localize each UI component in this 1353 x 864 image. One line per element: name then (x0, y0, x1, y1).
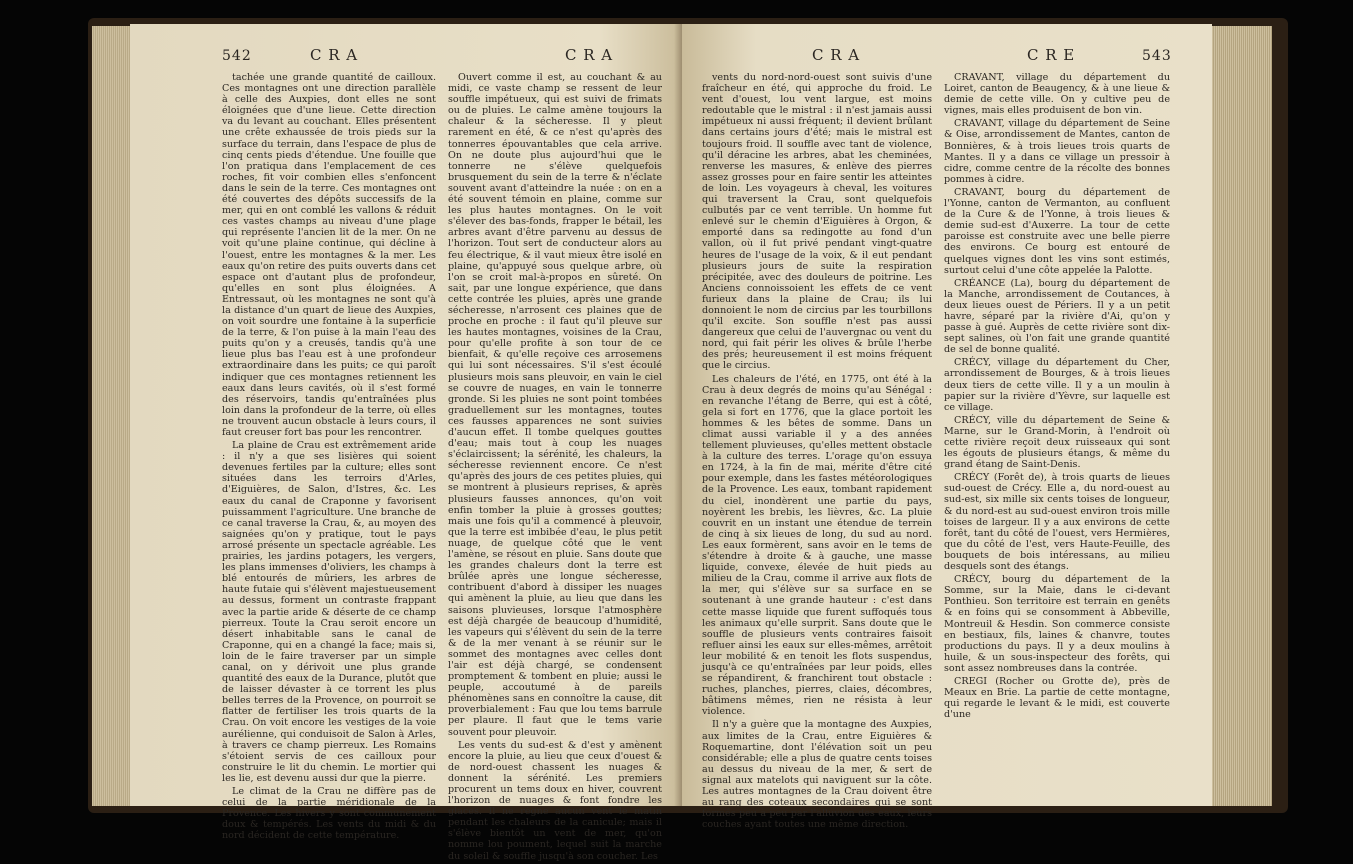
dictionary-entry: CRÉCY, bourg du département de la Somme, sur la Maie, dans le ci-devant Ponthieu. Son territoire est terrain en genêts & en foins qui se consomment à Abbeville, Montreuil & Hesdin. Son commerce consiste en bestiaux, fils, laines & chanvre, toutes productions du pays. Il y a deux moulins à huile, & un sous-inspecteur des forêts, qui sont assez nombreuses dans la contrée. (944, 574, 1170, 674)
dictionary-entry: CRAVANT, bourg du département de l'Yonne, canton de Vermanton, au confluent de la Cure & de l'Yonne, à trois lieues & demie sud-est d'Auxerre. La tour de cette paroisse est construite avec une belle pierre des environs. Ce bourg est entouré de quelques vignes dont les vins sont estimés, surtout celui d'une côte appelée la Palotte. (944, 186, 1170, 276)
right-page (682, 24, 1212, 831)
page-number-left: 542 (222, 48, 252, 64)
paragraph: Le climat de la Crau ne diffère pas de celui de la partie méridionale de la Provence. Les hivers y sont communément doux & tempérés. Les vents du midi & du nord décident de cette température. (222, 786, 436, 842)
right-page-edges (1210, 26, 1272, 806)
dictionary-entry: CRAVANT, village du département du Loiret, canton de Beaugency, & à une lieue & demie de cette ville. On y cultive peu de vignes, mais elles produisent de bon vin. (944, 72, 1170, 117)
left-page-column-2 (448, 72, 662, 864)
paragraph: La plaine de Crau est extrêmement aride : il n'y a que ses lisières qui soient devenues fertiles par la culture; elles sont situées dans les terroirs d'Arles, d'Eiguières, de Salon, d'Istres, &c. Les eaux du canal de Craponne y favorisent puissamment l'agriculture. Une branche de ce canal traverse la Crau, &, au moyen des saignées qu'on y pratique, tout le pays arrosé présente un spectacle agréable. Les prairies, les jardins potagers, les vergers, les plans immenses d'oliviers, les champs à blé entourés de mûriers, les arbres de haute futaie qui s'élèvent majestueusement au dessus, forment un contraste frappant avec la partie aride & déserte de ce champ pierreux. Toute la Crau seroit encore un désert inhabitable sans le canal de Craponne, qui en a changé la face; mais si, loin de le faire traverser par un simple canal, on y dérivoit une plus grande quantité des eaux de la Durance, plutôt que de laisser dévaster à ce torrent les plus belles terres de la Provence, on pourroit se flatter de fertiliser les trois quarts de la Crau. On voit encore les vestiges de la voie aurélienne, qui conduisoit de Salon à Arles, à travers ce champ pierreux. Les Romains s'étoient servis de ces cailloux pour construire le lit du chemin. Le mortier qui les lie, est devenu aussi dur que la pierre. (222, 440, 436, 784)
running-head-left-col2: C R A (565, 46, 614, 64)
paragraph: vents du nord-nord-ouest sont suivis d'une fraîcheur en été, qui approche du froid. Le vent d'ouest, lou vent largue, est moins redoutable que le mistral : il n'est jamais aussi impétueux ni aussi fréquent; il devient brûlant dans certains jours d'été; mais le mistral est toujours froid. Il souffle avec tant de violence, qu'il déracine les arbres, abat les cheminées, renverse les masures, & enlève des pierres assez grosses pour en faire sentir les atteintes de loin. Les voyageurs à cheval, les voitures qui traversent la Crau, sont quelquefois culbutés par ce vent terrible. Un homme fut enlevé sur le chemin d'Eiguières à Orgon, & emporté dans sa redingotte au fond d'un vallon, où il fut privé pendant vingt-quatre heures de l'usage de la voix, & il eut pendant plusieurs jours de suite la respiration précipitée, avec des douleurs de poitrine. Les Anciens connoissoient les effets de ce vent furieux dans la plaine de Crau; ils lui donnoient le nom de circius par les tourbillons qu'il excite. Son souffle n'est pas aussi dangereux que celui de l'auvergnac ou vent du nord, qui fait périr les olives & brûle l'herbe des prés; heureusement il est moins fréquent que le circius. (702, 72, 932, 372)
dictionary-entry: CRÉCY, village du département du Cher, arrondissement de Bourges, & à trois lieues deux tiers de cette ville. Il y a un moulin à papier sur la rivière d'Yèvre, sur laquelle est ce village. (944, 357, 1170, 413)
paragraph: Les chaleurs de l'été, en 1775, ont été à la Crau à deux degrés de moins qu'au Sénégal : en revanche l'étang de Berre, qui est à côté, gela si fort en 1776, que la glace portoit les hommes & les bêtes de somme. Dans un climat aussi variable il y a des années tellement pluvieuses, qu'elles mettent obstacle à la culture des terres. L'orage qu'on essuya en 1724, à la fin de mai, mérite d'être cité pour exemple, dans les fastes météorologiques de la Provence. Les eaux, tombant rapidement du ciel, inondèrent une partie du pays, noyèrent les brebis, les lièvres, &c. La pluie couvrit en un instant une étendue de terrein de cinq à six lieues de long, du sud au nord. Les eaux formèrent, sans avoir en le tems de s'étendre à droite & à gauche, une masse liquide, convexe, élevée de huit pieds au milieu de la Crau, comme il arrive aux flots de la mer, qui s'élève sur sa surface en se soutenant à une grande hauteur : c'est dans cette masse liquide que furent suffoqués tous les animaux qu'elle surprit. Sans doute que le souffle de plusieurs vents contraires faisoit refluer ainsi les eaux sur elles-mêmes, arrêtoit leur mobilité & en tenoit les flots suspendus, jusqu'à ce qu'entraînées par leur poids, elles se répandirent, & franchirent tout obstacle : ruches, planches, pierres, claies, décombres, bâtimens mêmes, rien ne résista à leur violence. (702, 373, 932, 718)
dictionary-entry: CREGI (Rocher ou Grotte de), près de Meaux en Brie. La partie de cette montagne, qui regarde le levant & le midi, est couverte d'une (944, 675, 1170, 721)
paragraph: tachée une grande quantité de cailloux. Ces montagnes ont une direction parallèle à celle des Auxpies, dont elles ne sont éloignées que d'une lieue. Cette direction va du levant au couchant. Elles présentent une crête exhaussée de trois pieds sur la surface du terrain, dans l'espace de plus de cinq cents pieds d'étendue. Une fouille que l'on pratiqua dans l'emplacement de ces roches, fit voir combien elles s'enfoncent dans le sein de la terre. Ces montagnes ont été couvertes des dépôts successifs de la mer, qui en ont comblé les vallons & réduit ces vastes champs au niveau d'une plage qui représente l'ancien lit de la mer. On ne voit qu'une plaine continue, qui décline à l'ouest, entre les montagnes & la mer. Les eaux qu'on retire des puits ouverts dans cet espace ont d'autant plus de profondeur, qu'elles en sont plus éloignées. A Entressaut, où les montagnes ne sont qu'à la distance d'un quart de lieue des Auxpies, on voit sourdre une fontaine à la superficie de la terre, & l'on puise à la main l'eau des puits qu'on y a creusés, tandis qu'à une lieue plus bas l'eau est à une profondeur extraordinaire dans les puits; ce qui paroît indiquer que ces montagnes retiennent les eaux dans leurs cavités, où il s'est formé des réservoirs, tandis qu'entraînées plus loin dans la profondeur de la terre, où elles ne trouvent aucun obstacle à leurs cours, il faut creuser fort bas pour les rencontrer. (222, 72, 436, 438)
left-page (130, 24, 682, 862)
right-page-column-1 (702, 72, 932, 832)
left-page-edges (92, 26, 132, 806)
paragraph: Ouvert comme il est, au couchant & au midi, ce vaste champ se ressent de leur souffle impétueux, qui est suivi de frimats ou de pluies. Le calme amène toujours la chaleur & la sécheresse. Il y pleut rarement en été, & ce n'est qu'après des tonnerres épouvantables que cela arrive. On ne doute plus aujourd'hui que le tonnerre ne s'élève quelquefois brusquement du sein de la terre & n'éclate souvent avant d'atteindre la nuée : on en a été souvent témoin en plaine, comme sur les plus hautes montagnes. On le voit s'élever des bas-fonds, frapper le bétail, les arbres avant d'être parvenu au dessus de l'horizon. Tout sert de conducteur alors au feu électrique, & il vaut mieux être isolé en plaine, qu'appuyé sous quelque arbre, où l'on se croit mal-à-propos en sûreté. On sait, par une longue expérience, que dans cette contrée les pluies, après une grande sécheresse, n'arrosent ces plaines que de proche en proche : il faut qu'il pleuve sur les hautes montagnes, voisines de la Crau, pour qu'elle profite à son tour de ce bienfait, & qu'elle reçoive ces arrosemens qui lui sont nécessaires. S'il s'est écoulé plusieurs mois sans pleuvoir, en vain le ciel se couvre de nuages, en vain le tonnerre gronde. Si les pluies ne sont point tombées graduellement sur les montagnes, toutes ces fausses apparences ne sont suivies d'aucun effet. Il tombe quelques gouttes d'eau; mais tout à coup les nuages s'éclaircissent; la sérénité, les chaleurs, la sécheresse reviennent encore. Ce n'est qu'après des jours de ces petites pluies, qui se montrent à plusieurs reprises, & après plusieurs fausses annonces, qu'on voit enfin tomber la pluie à grosses gouttes; mais une fois qu'il a commencé à pleuvoir, que la terre est imbibée d'eau, le plus petit nuage, de quelque côté que le vent l'amène, se résout en pluie. Sans doute que les grandes chaleurs dont la terre est brûlée après une longue sécheresse, contribuent d'abord à dissiper les nuages qui amènent la pluie, au lieu que dans les saisons pluvieuses, lorsque l'atmosphère est déjà chargée de beaucoup d'humidité, les vapeurs qui s'élèvent du sein de la terre & de la mer venant à se réunir sur le sommet des montagnes avec celles dont l'air est déjà chargé, se condensent promptement & tombent en pluie; aussi le peuple, accoutumé à de pareils phénomènes sans en connoître la cause, dit proverbialement : Fau que lou tems barrule per plaure. Il faut que le tems varie souvent pour pleuvoir. (448, 72, 662, 738)
dictionary-entry: CRÉCY, ville du département de Seine & Marne, sur le Grand-Morin, à l'endroit où cette rivière reçoit deux ruisseaux qui sont les égouts de plusieurs étangs, & même du grand étang de Saint-Denis. (944, 414, 1170, 471)
right-page-number-wrap (1142, 46, 1172, 64)
running-head-right-col1: C R A (812, 46, 861, 64)
right-page-column-2 (944, 72, 1170, 722)
paragraph: Il n'y a guère que la montagne des Auxpies, aux limites de la Crau, entre Eiguières & Roquemartine, dont l'élévation soit un peu considérable; elle a plus de quatre cents toises au dessus du niveau de la mer, & sert de signal aux matelots qui naviguent sur la côte. Les autres montagnes de la Crau doivent être au rang des coteaux secondaires qui se sont formés peu à peu par l'alluvion des eaux, leurs couches ayant toutes une même direction. (702, 719, 932, 831)
running-head-right-col2: C R E (1027, 46, 1076, 64)
left-page-number-wrap (222, 46, 252, 64)
dictionary-entry: CRÉCY (Forêt de), à trois quarts de lieues sud-ouest de Crécy. Elle a, du nord-ouest au sud-est, six mille six cents toises de longueur, & du nord-est au sud-ouest environ trois mille toises de largeur. Il y a aux environs de cette forêt, tant du côté de l'ouest, vers Hermières, que du côté de l'est, vers Haute-Feuille, des bouquets de bois intéressans, au milieu desquels sont des étangs. (944, 472, 1170, 573)
paragraph: Les vents du sud-est & d'est y amènent encore la pluie, au lieu que ceux d'ouest & de nord-ouest chassent les nuages & donnent la sérénité. Les premiers procurent un tems doux en hiver, couvrent l'horizon de nuages & font fondre les glaces. Il ne règne aucun vent le matin pendant les chaleurs de la canicule; mais il s'élève bientôt un vent de mer, qu'on nomme lou poument, lequel suit la marche du soleil & souffle jusqu'à son coucher. Les (448, 739, 662, 862)
running-head-left-col1: C R A (310, 46, 359, 64)
dictionary-entry: CRAVANT, village du département de Seine & Oise, arrondissement de Mantes, canton de Bonnières, & à trois lieues trois quarts de Mantes. Il y a dans ce village un pressoir à cidre, comme centre de la récolte des bonnes pommes à cidre. (944, 118, 1170, 185)
dictionary-entry: CRÉANCE (La), bourg du département de la Manche, arrondissement de Coutances, à deux lieues ouest de Périers. Il y a un petit havre, séparé par la rivière d'Ai, qu'on y passe à gué. Auprès de cette rivière sont dix-sept salines, où l'on fait une grande quantité de sel de bonne qualité. (944, 277, 1170, 356)
page-number-right: 543 (1142, 48, 1172, 64)
left-page-column-1 (222, 72, 436, 843)
